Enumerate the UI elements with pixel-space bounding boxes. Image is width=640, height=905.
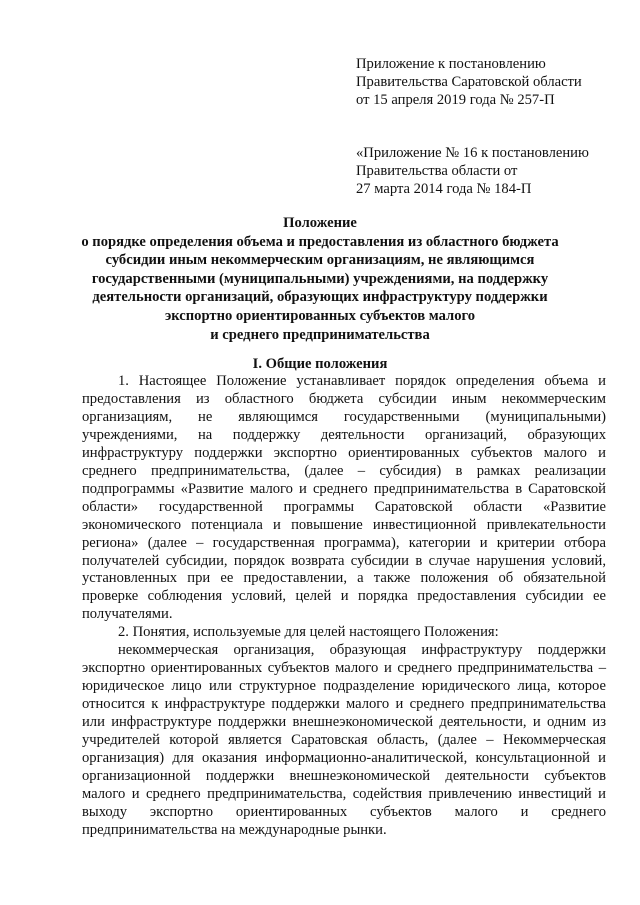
title-line: экспортно ориентированных субъектов малого <box>164 307 476 324</box>
paragraph-2: 2. Понятия, используемые для целей настоящего Положения: <box>118 624 499 641</box>
original-appendix-block <box>356 144 626 198</box>
title-line: Положение <box>283 215 357 231</box>
original-appendix-line: Правительства области от <box>356 163 518 179</box>
document-body <box>82 373 606 840</box>
original-appendix-line: «Приложение № 16 к постановлению <box>356 145 589 161</box>
document-title <box>40 214 600 344</box>
title-line: деятельности организаций, образующих инфраструктуру поддержки <box>92 289 548 306</box>
appendix-line: от 15 апреля 2019 года № 257-П <box>356 92 555 108</box>
appendix-block <box>356 55 626 109</box>
title-line: и среднего предпринимательства <box>210 326 430 343</box>
paragraph-1: 1. Настоящее Положение устанавливает порядок определения объема и предоставления из областного бюджета субсидии иным некоммерческим организациям, не являющимся государственными (муниципальными) учреждениями, на поддержку деятельности организаций, образующих инфраструктуру поддержки экспортно ориентированных субъектов малого и среднего предпринимательства, (далее – субсидия) в рамках реализации подпрограммы «Развитие малого и среднего предпринимательства в Саратовской области» государственной программы Саратовской области «Развитие экономического потенциала и повышение инвестиционной привлекательности региона» (далее – государственная программа), категории и критерии отбора получателей субсидии, порядок возврата субсидии в случае нарушения условий, установленных при ее предоставлении, а также положения об обязательной проверке соблюдения условий, целей и порядка предоставления субсидии ее получателями. <box>82 373 606 623</box>
appendix-line: Правительства Саратовской области <box>356 74 582 90</box>
section-heading: I. Общие положения <box>252 356 388 372</box>
original-appendix-line: 27 марта 2014 года № 184-П <box>356 181 532 197</box>
title-line: государственными (муниципальными) учреждениями, на поддержку <box>91 270 549 287</box>
appendix-line: Приложение к постановлению <box>356 56 546 72</box>
title-line: субсидии иным некоммерческим организациям, не являющимся <box>105 252 535 269</box>
paragraph-3: некоммерческая организация, образующая инфраструктуру поддержки экспортно ориентированных субъектов малого и среднего предпринимательства – юридическое лицо или структурное подразделение юридического лица, которое относится к инфраструктуре поддержки малого и среднего предпринимательства или инфраструктуре поддержки внешнеэкономической деятельности, и одним из учредителей которой является Саратовская область, (далее – Некоммерческая организация) для оказания информационно-аналитической, консультационной и организационной поддержки внешнеэкономической деятельности субъектов малого и среднего предпринимательства, содействия привлечению инвестиций и выходу экспортно ориентированных субъектов малого и среднего предпринимательства на международные рынки. <box>82 642 606 838</box>
title-line: о порядке определения объема и предоставления из областного бюджета <box>81 233 559 250</box>
